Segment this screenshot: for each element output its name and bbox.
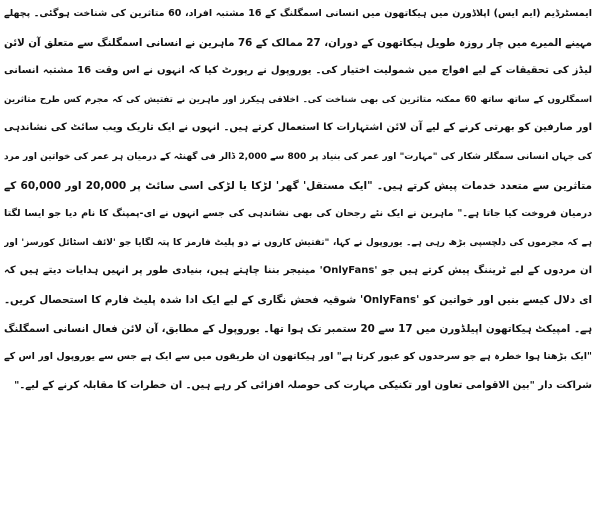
article-line-14: شراکت دار "بین الاقوامی تعاون اور تکنیکی مہارت کی حوصلہ افزائی کر رہے ہیں۔ ان خطرات کا مقابلہ کرنے کے لیے۔" (14, 379, 592, 391)
article-line-10: ان مردوں کے لیے ٹریننگ پیش کرتے ہیں جو 'OnlyFans' مینیجر بننا چاہتے ہیں، بنیادی طور پر انہیں ہدایات دیتے ہیں کہ (4, 265, 592, 277)
article-line-12: ہے۔ امپیکٹ ہیکاتھون اپیلڈورن میں 17 سے 20 ستمبر تک ہوا تھا۔ یوروپول کے مطابق، آن لائن فعال انسانی اسمگلنگ (4, 322, 592, 335)
article-line-4: اسمگلروں کے ساتھ ساتھ 60 ممکنہ متاثرین کی بھی شناخت کی۔ اخلاقی ہیکرز اور ماہرین نے تفتیش کی کہ مجرم کس طرح متاثرین (4, 94, 592, 105)
article-line-2: مہینے المیرے میں چار روزہ طویل ہیکاتھون کے دوران، 27 ممالک کے 76 ماہرین نے انسانی اسمگلنگ سے متعلق آن لائن (4, 36, 592, 49)
article-line-5: اور صارفین کو بھرتی کرنے کے لیے آن لائن اشتہارات کا استعمال کرتے ہیں۔ انہوں نے ایک تاریک ویب سائٹ کی نشاندہی (4, 122, 592, 134)
article-line-3: لیڈز کی تحقیقات کے لیے افواج میں شمولیت اختیار کی۔ یوروپول نے رپورٹ کیا کہ انہوں نے اس وقت 16 مشتبہ انسانی (4, 65, 592, 77)
article-line-7: متاثرین سے متعدد خدمات پیش کرتے ہیں۔ "ایک مستقل' گھر' لڑکا یا لڑکی اسی سائٹ پر 20,000 اور 60,000 کے (4, 179, 592, 192)
article-line-11: ای دلال کیسے بنیں اور خواتین کو 'OnlyFans' شوقیہ فحش نگاری کے لیے ایک ادا شدہ پلیٹ فارم کا استحصال کریں۔ (4, 293, 592, 306)
article-line-9: ہے کہ مجرموں کی دلچسپی بڑھ رہی ہے۔ یوروپول نے کہا، "تفتیش کاروں نے دو پلیٹ فارمز کا پتہ لگایا جو 'لائف اسٹائل کورسز' اور (4, 237, 592, 248)
article-line-8: درمیان فروخت کیا جاتا ہے۔" ماہرین نے ایک نئے رجحان کی بھی نشاندہی کی جسے انہوں نے ای-پمپنگ کا نام دیا جو ایسا لگتا (4, 208, 592, 220)
article-body (4, 0, 592, 521)
article-line-13: "ایک بڑھتا ہوا خطرہ ہے جو سرحدوں کو عبور کرتا ہے" اور ہیکاتھون ان طریقوں میں سے ایک ہے جس سے یوروپول اور اس کے (4, 351, 592, 363)
article-line-6: کی جہاں انسانی سمگلر شکار کی "مہارت" اور عمر کی بنیاد پر 800 سے 2,000 ڈالر فی گھنٹہ کے درمیان ہر عمر کی خواتین اور مرد (4, 151, 592, 162)
article-line-1: ایمسٹرڈیم (ایم ایس) اپلاڈورن میں ہیکاتھون میں انسانی اسمگلنگ کے 16 مشتبہ افراد، 60 متاثرین کی شناخت ہوگئی۔ پچھلے (4, 8, 592, 19)
